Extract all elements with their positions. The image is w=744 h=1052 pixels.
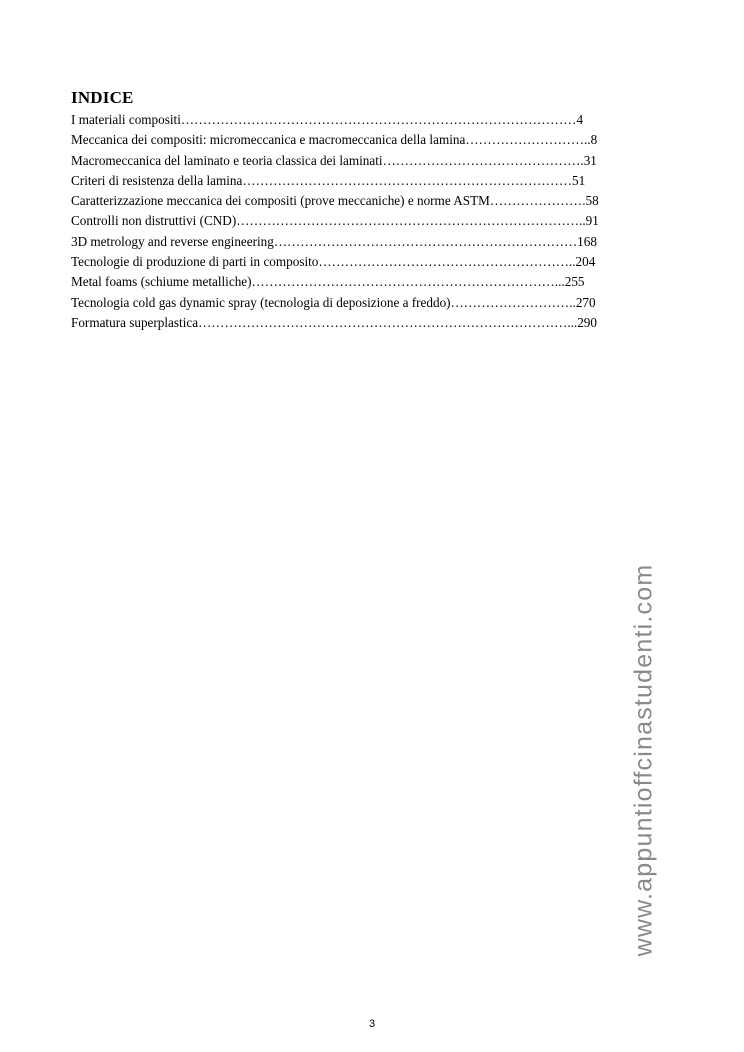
toc-entry: Formatura superplastica…………………………………………………………………………...290 xyxy=(71,314,597,330)
page-number: 3 xyxy=(368,1018,376,1030)
toc-entry: Caratterizzazione meccanica dei compositi (prove meccaniche) e norme ASTM………………….58 xyxy=(71,193,599,209)
toc-entry: I materiali compositi………………………………………………………………………………4 xyxy=(71,112,584,127)
toc-entry: Criteri di resistenza della lamina…………………………………………………………………51 xyxy=(71,172,586,188)
toc-title: INDICE xyxy=(71,88,134,107)
toc-list xyxy=(71,110,671,333)
toc-entry: Meccanica dei compositi: micromeccanica e macromeccanica della lamina………………………..8 xyxy=(71,132,598,148)
watermark: www.appuntioffcinastudenti.com xyxy=(629,563,658,957)
toc-entry: Metal foams (schiume metalliche)……………………………………………………………...255 xyxy=(71,274,585,290)
toc-entry: Tecnologie di produzione di parti in composito…………………………………………………..204 xyxy=(71,254,596,270)
table-of-contents xyxy=(71,88,671,333)
toc-entry: Tecnologia cold gas dynamic spray (tecnologia di deposizione a freddo)………………………..270 xyxy=(71,294,596,310)
toc-entry: 3D metrology and reverse engineering……………………………………………………………168 xyxy=(71,233,597,249)
toc-entry: Controlli non distruttivi (CND)……………………………………………………………………..91 xyxy=(71,213,599,229)
toc-entry: Macromeccanica del laminato e teoria classica dei laminati……………………………………….31 xyxy=(71,152,597,168)
